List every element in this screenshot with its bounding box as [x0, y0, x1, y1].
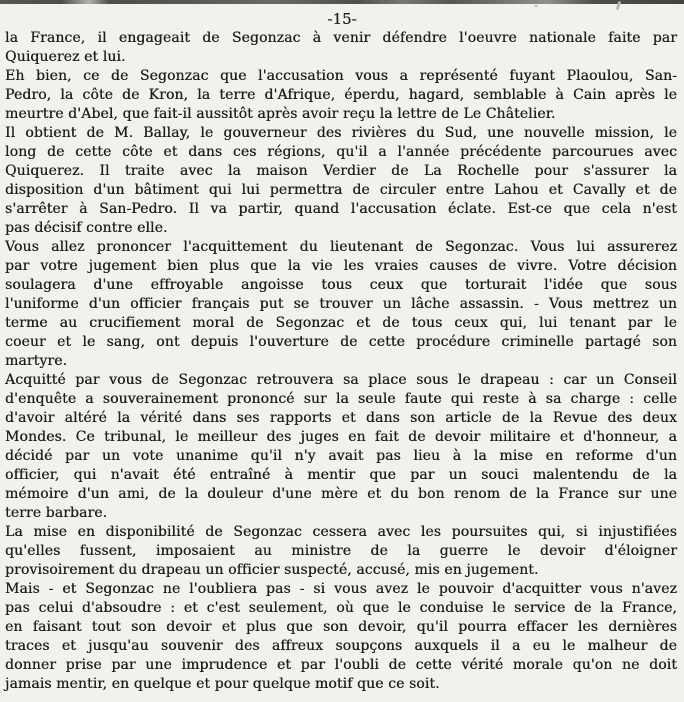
text-line: Vous allez prononcer l'acquittement du lieutenant de Segonzac. Vous lui assurerez: [5, 239, 677, 255]
text-line: d'enquête a souverainement prononcé sur la seule faute qui reste à sa charge : celle: [5, 391, 677, 407]
text-line: Pedro, la côte de Kron, la terre d'Afrique, éperdu, hagard, semblable à Cain après le: [5, 87, 677, 103]
paragraph: [5, 580, 677, 694]
text-line: Mondes. Ce tribunal, le meilleur des juges en fait de devoir militaire et d'honneur, a: [5, 429, 677, 445]
text-line: provisoirement du drapeau un officier suspecté, accusé, mis en jugement.: [5, 562, 539, 578]
text-line: donner prise par une imprudence et par l'oubli de cette vérité morale qu'on ne doit: [5, 657, 677, 673]
text-line: s'arrêter à San-Pedro. Il va partir, quand l'accusation éclate. Est-ce que cela n'est: [5, 201, 677, 217]
paragraph: [5, 67, 677, 124]
page-number: -15-: [327, 10, 357, 28]
text-line: La mise en disponibilité de Segonzac cessera avec les poursuites qui, si injustifiées: [5, 524, 677, 540]
text-line: d'avoir altéré la vérité dans ses rapports et dans son article de la Revue des deux: [5, 410, 677, 426]
text-line: qu'elles fussent, imposaient au ministre de la guerre le devoir d'éloigner: [5, 543, 677, 559]
text-line: Quiquerez et lui.: [5, 49, 126, 65]
text-line: long de cette côte et dans ces régions, qu'il a l'année précédente parcourues avec: [5, 144, 677, 160]
text-line: martyre.: [5, 353, 68, 369]
paragraph: [5, 523, 677, 580]
text-line: terre barbare.: [5, 505, 108, 521]
document-body: [5, 29, 677, 694]
text-line: la France, il engageait de Segonzac à venir défendre l'oeuvre nationale faite par: [5, 30, 677, 46]
paragraph: [5, 124, 677, 238]
text-line: pas celui d'absoudre : et c'est seulement, où que le conduise le service de la France,: [5, 600, 677, 616]
text-line: Quiquerez. Il traite avec la maison Verdier de La Rochelle pour s'assurer la: [5, 163, 677, 179]
text-line: soulagera d'une effroyable angoisse tous ceux que torturait l'idée que sous: [5, 277, 677, 293]
text-line: Acquitté par vous de Segonzac retrouvera sa place sous le drapeau : car un Conseil: [5, 372, 677, 388]
text-line: mémoire d'un ami, de la douleur d'une mère et du bon renom de la France sur une: [5, 486, 677, 502]
text-line: meurtre d'Abel, que fait-il aussitôt après avoir reçu la lettre de Le Châtelier.: [5, 106, 556, 122]
text-line: terme au crucifiement moral de Segonzac et de tous ceux qui, lui tenant par le: [5, 315, 677, 331]
text-line: Il obtient de M. Ballay, le gouverneur des rivières du Sud, une nouvelle mission, le: [5, 125, 677, 141]
scan-speck: [534, 5, 538, 7]
text-line: traces et jusqu'au souvenir des affreux soupçons auxquels il a eu le malheur de: [5, 638, 677, 654]
text-line: l'uniforme d'un officier français put se trouver un lâche assassin. - Vous mettrez un: [5, 296, 677, 312]
text-line: en faisant tout son devoir et plus que son devoir, qu'il pourra effacer les dernières: [5, 619, 677, 635]
text-line: pas décisif contre elle.: [5, 220, 168, 236]
text-line: coeur et le sang, ont depuis l'ouverture de cette procédure criminelle partagé son: [5, 334, 677, 350]
text-line: disposition d'un bâtiment qui lui permettra de circuler entre Lahou et Cavally et de: [5, 182, 677, 198]
paragraph: [5, 29, 677, 67]
text-line: Mais - et Segonzac ne l'oubliera pas - si vous avez le pouvoir d'acquitter vous n'avez: [5, 581, 677, 597]
text-line: décidé par un vote unanime qu'il n'y avait pas lieu à la mise en reforme d'un: [5, 448, 677, 464]
text-line: Eh bien, ce de Segonzac que l'accusation vous a représenté fuyant Plaoulou, San-: [5, 68, 677, 84]
text-line: par votre jugement bien plus que la vie les vraies causes de vivre. Votre décision: [5, 258, 677, 274]
paragraph: [5, 371, 677, 523]
text-line: jamais mentir, en quelque et pour quelque motif que ce soit.: [5, 676, 440, 692]
scan-edge-artifact: [0, 0, 684, 4]
paragraph: [5, 238, 677, 371]
text-line: officier, qui n'avait été entraîné à mentir que par un souci malentendu de la: [5, 467, 677, 483]
